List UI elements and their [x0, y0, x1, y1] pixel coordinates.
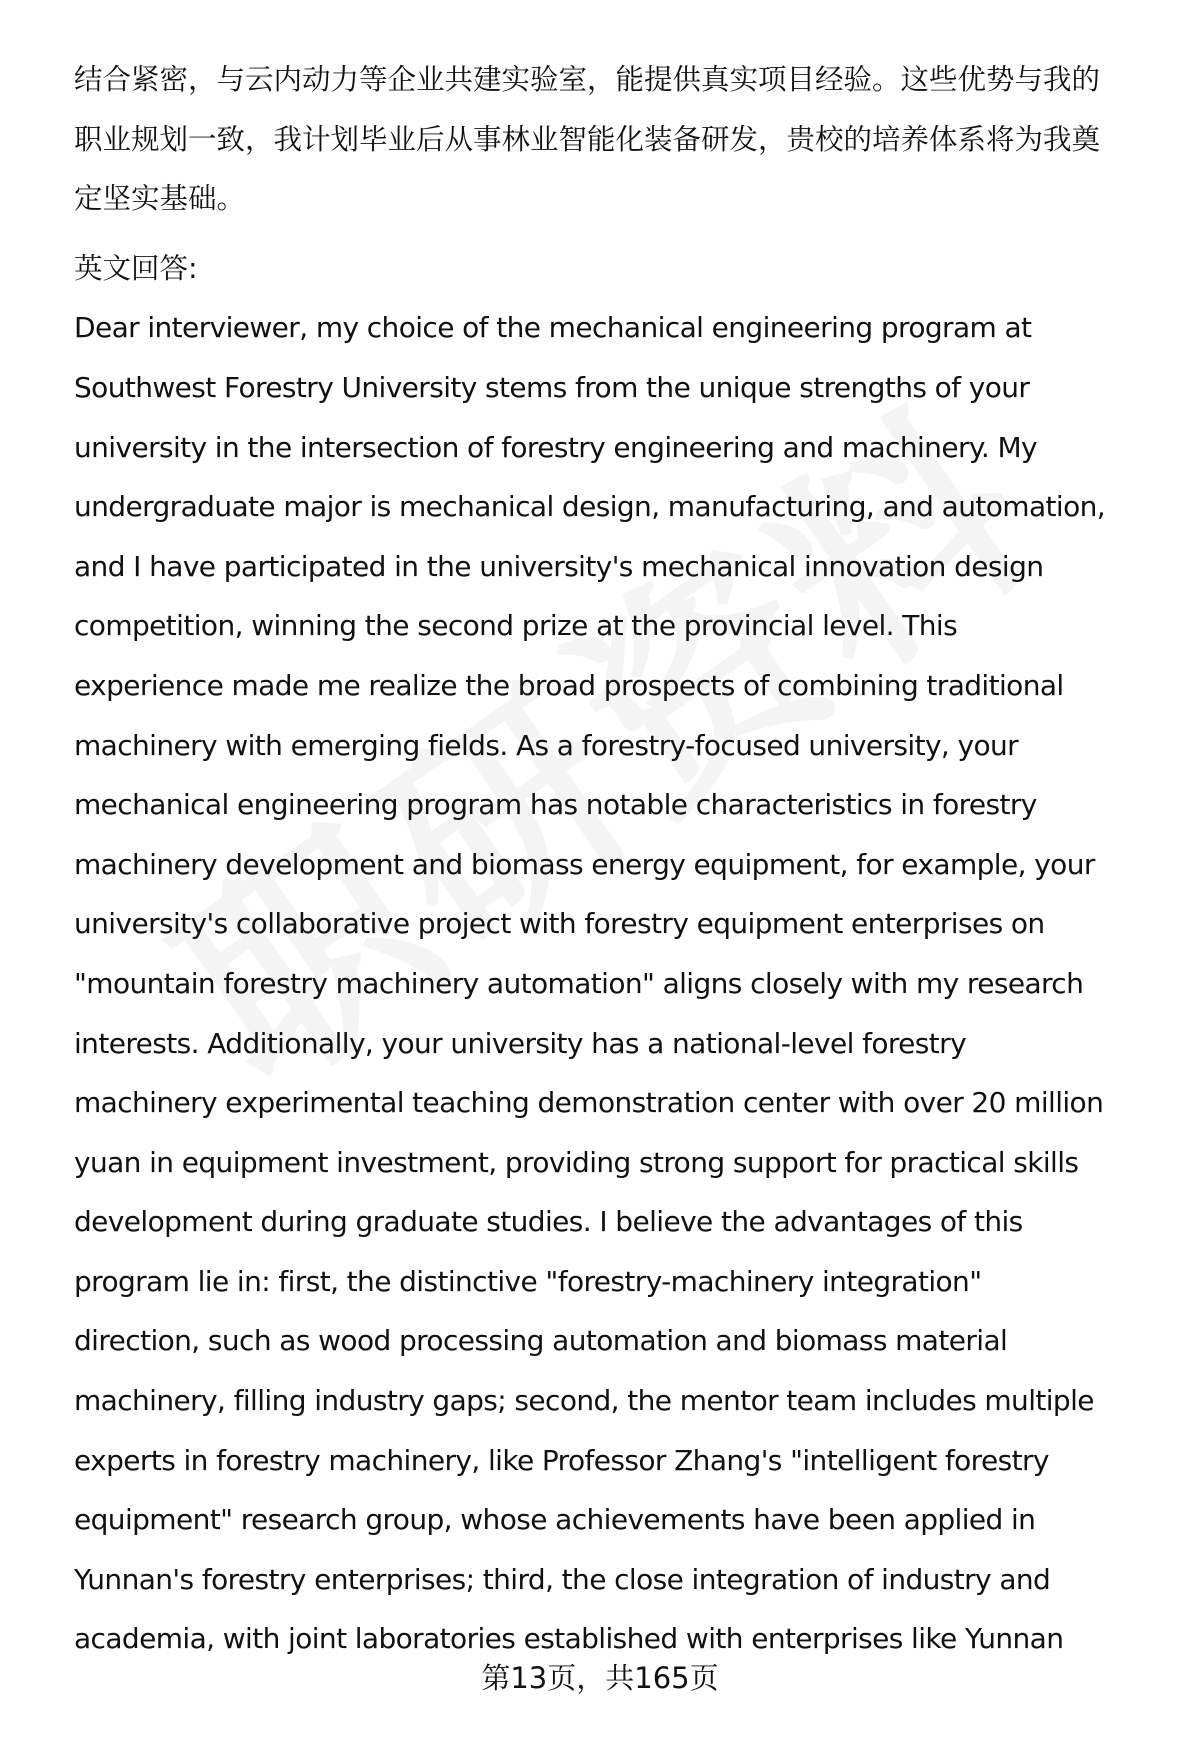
chinese-answer-line: 定坚实基础。	[74, 182, 246, 216]
english-answer-line: experts in forestry machinery, like Professor Zhang's "intelligent forestry	[74, 1443, 1049, 1477]
english-answer-line: competition, winning the second prize at the provincial level. This	[74, 609, 958, 643]
english-answer-line: Southwest Forestry University stems from the unique strengths of your	[74, 370, 1030, 404]
english-answer-line: direction, such as wood processing automation and biomass material	[74, 1324, 1008, 1358]
english-answer-line: Dear interviewer, my choice of the mechanical engineering program at	[74, 311, 1032, 345]
chinese-answer-line: 结合紧密，与云内动力等企业共建实验室，能提供真实项目经验。这些优势与我的	[74, 63, 1101, 96]
english-answer-line: undergraduate major is mechanical design, manufacturing, and automation,	[74, 490, 1106, 524]
english-answer-line: yuan in equipment investment, providing strong support for practical skills	[74, 1145, 1079, 1179]
english-answer-line: equipment" research group, whose achievements have been applied in	[74, 1503, 1036, 1537]
english-answer-line: machinery with emerging fields. As a forestry-focused university, your	[74, 728, 1019, 762]
english-answer-heading: 英文回答:	[74, 251, 198, 285]
english-answer-line: machinery, filling industry gaps; second, the mentor team includes multiple	[74, 1384, 1094, 1418]
english-answer-line: university's collaborative project with forestry equipment enterprises on	[74, 907, 1045, 941]
english-answer-line: development during graduate studies. I believe the advantages of this	[74, 1205, 1023, 1239]
english-answer-line: machinery experimental teaching demonstration center with over 20 million	[74, 1086, 1104, 1120]
english-answer-line: Yunnan's forestry enterprises; third, the close integration of industry and	[74, 1562, 1051, 1596]
english-answer-line: "mountain forestry machinery automation" aligns closely with my research	[74, 966, 1084, 1000]
english-answer-line: machinery development and biomass energy equipment, for example, your	[74, 847, 1095, 881]
english-answer-line: and I have participated in the university's mechanical innovation design	[74, 549, 1044, 583]
english-answer-line: program lie in: first, the distinctive "forestry-machinery integration"	[74, 1264, 982, 1298]
page-number-footer: 第13页，共165页	[481, 1661, 719, 1695]
english-answer-line: university in the intersection of forestry engineering and machinery. My	[74, 430, 1037, 464]
english-answer-line: academia, with joint laboratories established with enterprises like Yunnan	[74, 1622, 1064, 1656]
english-answer-line: interests. Additionally, your university has a national-level forestry	[74, 1026, 967, 1060]
chinese-answer-line: 职业规划一致，我计划毕业后从事林业智能化装备研发，贵校的培养体系将为我奠	[74, 122, 1101, 156]
document-body	[74, 50, 1164, 1669]
english-answer-line: mechanical engineering program has notable characteristics in forestry	[74, 788, 1037, 822]
english-answer-line: experience made me realize the broad prospects of combining traditional	[74, 668, 1064, 702]
